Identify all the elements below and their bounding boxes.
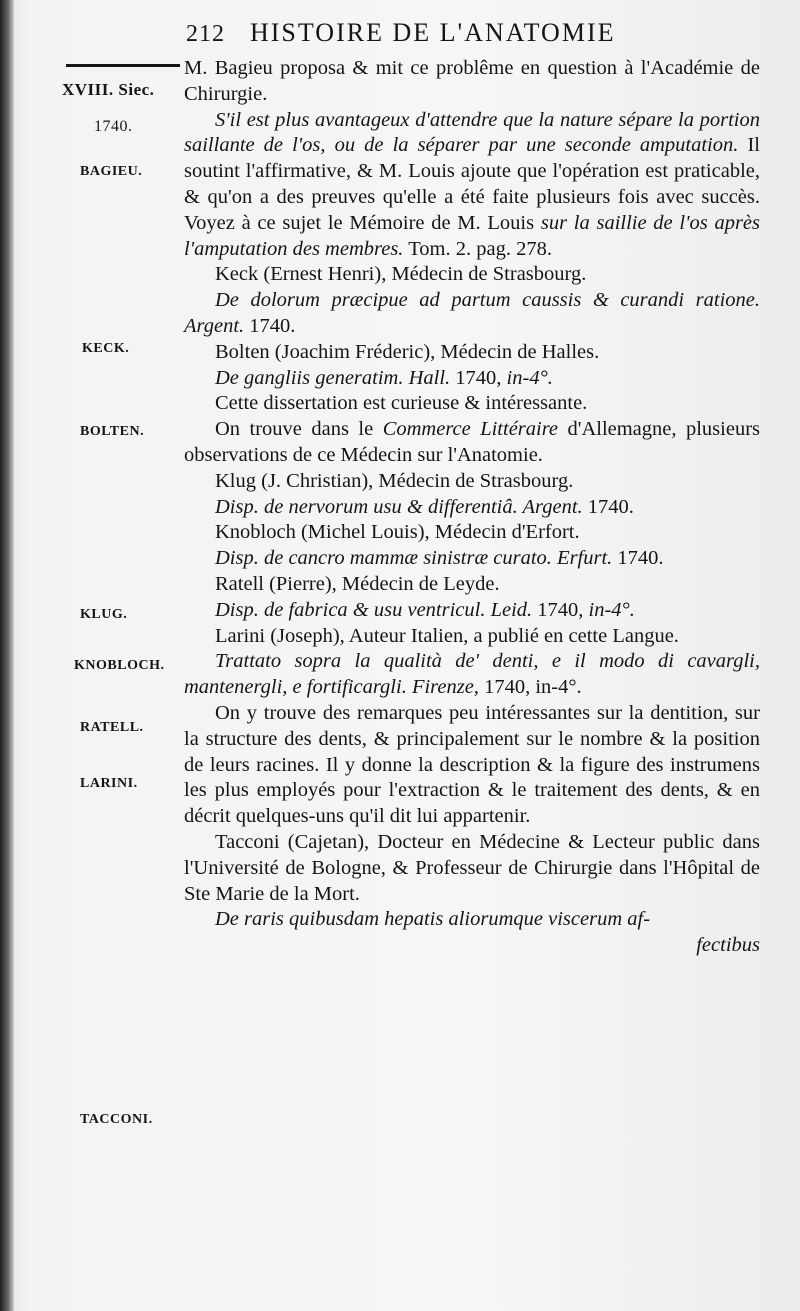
paragraph [184, 288, 760, 340]
text-segment: 1740. [612, 547, 664, 570]
italic-segment: Disp. de fabrica & usu ventricul. Leid. [215, 598, 533, 621]
text-segment: 1740. [582, 495, 634, 518]
margin-note-larini: LARINI. [80, 776, 138, 791]
margin-note-klug: KLUG. [80, 607, 128, 622]
text-segment: On trouve dans le [215, 418, 383, 441]
text-segment: Klug (J. Christian), Médecin de Strasbourg. [215, 469, 574, 492]
text-segment: 1740, [532, 598, 589, 621]
margin-note-ratell: RATELL. [80, 720, 144, 735]
paragraph [184, 830, 760, 907]
italic-segment: Disp. de cancro mammæ sinistræ curato. Erfurt. [215, 547, 613, 570]
margin-note-year: 1740. [94, 118, 133, 135]
paragraph [184, 598, 760, 624]
italic-segment: S'il est plus avantageux d'attendre que la nature sépare la portion saillante de l'os, ou de la séparer par une seconde amputation. [184, 108, 760, 157]
paragraph [184, 366, 760, 392]
italic-segment: in-4°. [588, 598, 635, 621]
text-segment: d'Allemagne, plusieurs observations de ce Médecin sur l'Anatomie. [184, 418, 761, 466]
italic-segment: Commerce Littéraire [382, 418, 559, 441]
italic-segment: Trattato sopra la qualità de' denti, e il modo di cavargli, mantenergli, e fortificargli. Firenze, [184, 650, 760, 699]
italic-segment: fectibus [696, 934, 760, 957]
text-segment: On y trouve des remarques peu intéressantes sur la dentition, sur la structure des dents, & principalement sur le nombre & la position de leurs racines. Il y donne la description & la figure des instrumens les plus employés pour l'extraction & le traitement des dents, & en décrit quelques-uns qu'il dit lui appartenir. [184, 701, 760, 828]
text-segment: Larini (Joseph), Auteur Italien, a publié en cette Langue. [215, 624, 679, 647]
text-segment: Cette dissertation est curieuse & intéressante. [215, 392, 588, 415]
paragraph [184, 391, 760, 417]
paragraph [184, 495, 760, 521]
paragraph [184, 907, 760, 933]
paragraph [184, 262, 760, 288]
margin-note-knobloch: KNOBLOCH. [74, 658, 165, 673]
paragraph [184, 469, 760, 495]
text-segment: 1740, in-4°. [478, 676, 582, 699]
margin-note-keck: KECK. [82, 341, 130, 356]
paragraph [184, 417, 760, 469]
paragraph [184, 340, 760, 366]
text-segment: M. Bagieu proposa & mit ce problême en question à l'Académie de Chirurgie. [184, 57, 760, 105]
paragraph [184, 520, 760, 546]
text-segment: Keck (Ernest Henri), Médecin de Strasbourg. [215, 263, 587, 286]
page-binding-shadow [0, 0, 14, 1311]
body-text [184, 56, 760, 959]
text-segment: Bolten (Joachim Fréderic), Médecin de Halles. [215, 340, 600, 363]
page-number: 212 [186, 21, 225, 47]
text-segment: Knobloch (Michel Louis), Médecin d'Erfort. [215, 521, 580, 544]
margin-note-tacconi: TACCONI. [80, 1112, 153, 1127]
running-title: HISTOIRE DE L'ANATOMIE [250, 18, 616, 47]
paragraph [184, 933, 760, 959]
margin-note-bagieu: BAGIEU. [80, 164, 143, 179]
margin-note-bolten: BOLTEN. [80, 424, 145, 439]
text-segment: Tom. 2. pag. 278. [403, 237, 552, 260]
italic-segment: De dolorum præcipue ad partum caussis & curandi ratione. Argent. [184, 289, 760, 337]
margin-note-century: XVIII. Siec. [62, 80, 155, 99]
text-segment: 1740, [450, 366, 507, 389]
paragraph [184, 701, 760, 830]
text-segment: 1740. [244, 314, 296, 337]
text-segment: Tacconi (Cajetan), Docteur en Médecine & Lecteur public dans l'Université de Bologne, & Professeur de Chirurgie dans l'Hôpital de Ste Marie de la Mort. [184, 830, 760, 905]
header-rule [66, 64, 180, 67]
running-header [186, 18, 676, 52]
paragraph [184, 572, 760, 598]
italic-segment: sur la saillie de l'os après l'amputation des membres. [184, 211, 760, 260]
italic-segment: De raris quibusdam hepatis aliorumque viscerum af- [215, 908, 651, 931]
paragraph [184, 624, 760, 650]
italic-segment: De gangliis generatim. Hall. [215, 366, 451, 389]
paragraph [184, 649, 760, 701]
paragraph [184, 56, 760, 108]
text-segment: Ratell (Pierre), Médecin de Leyde. [215, 572, 500, 595]
italic-segment: Disp. de nervorum usu & differentiâ. Argent. [215, 495, 583, 518]
text-segment: Il soutint l'affirmative, & M. Louis ajoute que l'opération est praticable, & qu'on a des preuves qu'elle a été faite plusieurs fois avec succès. Voyez à ce sujet le Mémoire de M. Louis [184, 134, 760, 234]
italic-segment: in-4°. [506, 366, 553, 389]
paragraph [184, 108, 760, 263]
paragraph [184, 546, 760, 572]
